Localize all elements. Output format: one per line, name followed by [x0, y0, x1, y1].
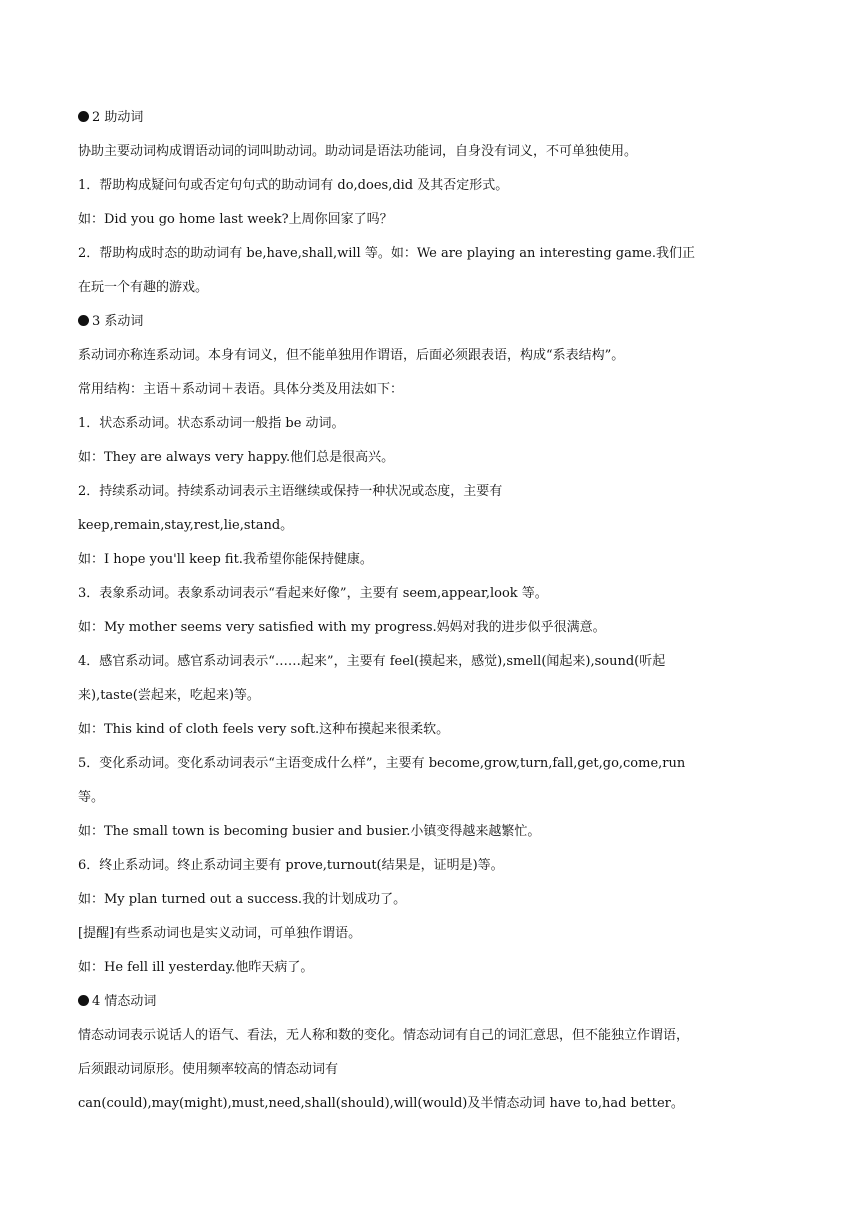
- paragraph-line: 1．状态系动词。状态系动词一般指 be 动词。: [78, 416, 345, 431]
- paragraph-line: 如：The small town is becoming busier and busier.小镇变得越来越繁忙。: [78, 824, 541, 839]
- bullet-icon: [78, 995, 89, 1006]
- paragraph-line: 如：Did you go home last week?上周你回家了吗？: [78, 212, 393, 227]
- document-body: [78, 109, 784, 1112]
- bullet-icon: [78, 315, 89, 326]
- heading-text: 3 系动词: [92, 314, 144, 329]
- paragraph-line: 后须跟动词原形。使用频率较高的情态动词有: [78, 1062, 339, 1077]
- bullet-icon: [78, 111, 89, 122]
- paragraph-line: keep,remain,stay,rest,lie,stand。: [78, 518, 294, 533]
- paragraph-line: 1．帮助构成疑问句或否定句句式的助动词有 do,does,did 及其否定形式。: [78, 178, 509, 193]
- section-heading-modal-verbs: [78, 993, 784, 1010]
- paragraph-line: 2．持续系动词。持续系动词表示主语继续或保持一种状况或态度，主要有: [78, 484, 503, 499]
- section-heading-auxiliary-verbs: [78, 109, 784, 126]
- heading-text: 4 情态动词: [92, 994, 157, 1009]
- paragraph-line: 2．帮助构成时态的助动词有 be,have,shall,will 等。如：We are playing an interesting game.我们正: [78, 246, 696, 261]
- paragraph-line: 5．变化系动词。变化系动词表示“主语变成什么样”，主要有 become,grow,turn,fall,get,go,come,run: [78, 756, 686, 771]
- paragraph-line: 来),taste(尝起来，吃起来)等。: [78, 688, 260, 703]
- paragraph-line: 如：They are always very happy.他们总是很高兴。: [78, 450, 395, 465]
- heading-text: 2 助动词: [92, 110, 144, 125]
- paragraph-line: 常用结构：主语＋系动词＋表语。具体分类及用法如下：: [78, 382, 404, 397]
- paragraph-line: [提醒]有些系动词也是实义动词，可单独作谓语。: [78, 926, 362, 941]
- paragraph-line: 4．感官系动词。感官系动词表示“……起来”，主要有 feel(摸起来，感觉),smell(闻起来),sound(听起: [78, 654, 666, 669]
- paragraph-line: 在玩一个有趣的游戏。: [78, 280, 209, 295]
- paragraph-line: 如：This kind of cloth feels very soft.这种布摸起来很柔软。: [78, 722, 450, 737]
- paragraph-line: 如：He fell ill yesterday.他昨天病了。: [78, 960, 314, 975]
- paragraph-line: can(could),may(might),must,need,shall(should),will(would)及半情态动词 have to,had better。: [78, 1096, 684, 1111]
- paragraph-line: 等。: [78, 790, 105, 805]
- paragraph-line: 如：My plan turned out a success.我的计划成功了。: [78, 892, 407, 907]
- paragraph-line: 系动词亦称连系动词。本身有词义，但不能单独用作谓语，后面必须跟表语，构成“系表结构”。: [78, 348, 625, 363]
- paragraph-line: 6．终止系动词。终止系动词主要有 prove,turnout(结果是，证明是)等。: [78, 858, 504, 873]
- section-heading-linking-verbs: [78, 313, 784, 330]
- paragraph-line: 情态动词表示说话人的语气、看法，无人称和数的变化。情态动词有自己的词汇意思，但不能独立作谓语，: [78, 1028, 690, 1043]
- paragraph-line: 如：My mother seems very satisfied with my progress.妈妈对我的进步似乎很满意。: [78, 620, 606, 635]
- paragraph-line: 3．表象系动词。表象系动词表示“看起来好像”，主要有 seem,appear,look 等。: [78, 586, 548, 601]
- paragraph-line: 如：I hope you'll keep fit.我希望你能保持健康。: [78, 552, 373, 567]
- paragraph-line: 协助主要动词构成谓语动词的词叫助动词。助动词是语法功能词，自身没有词义，不可单独使用。: [78, 144, 638, 159]
